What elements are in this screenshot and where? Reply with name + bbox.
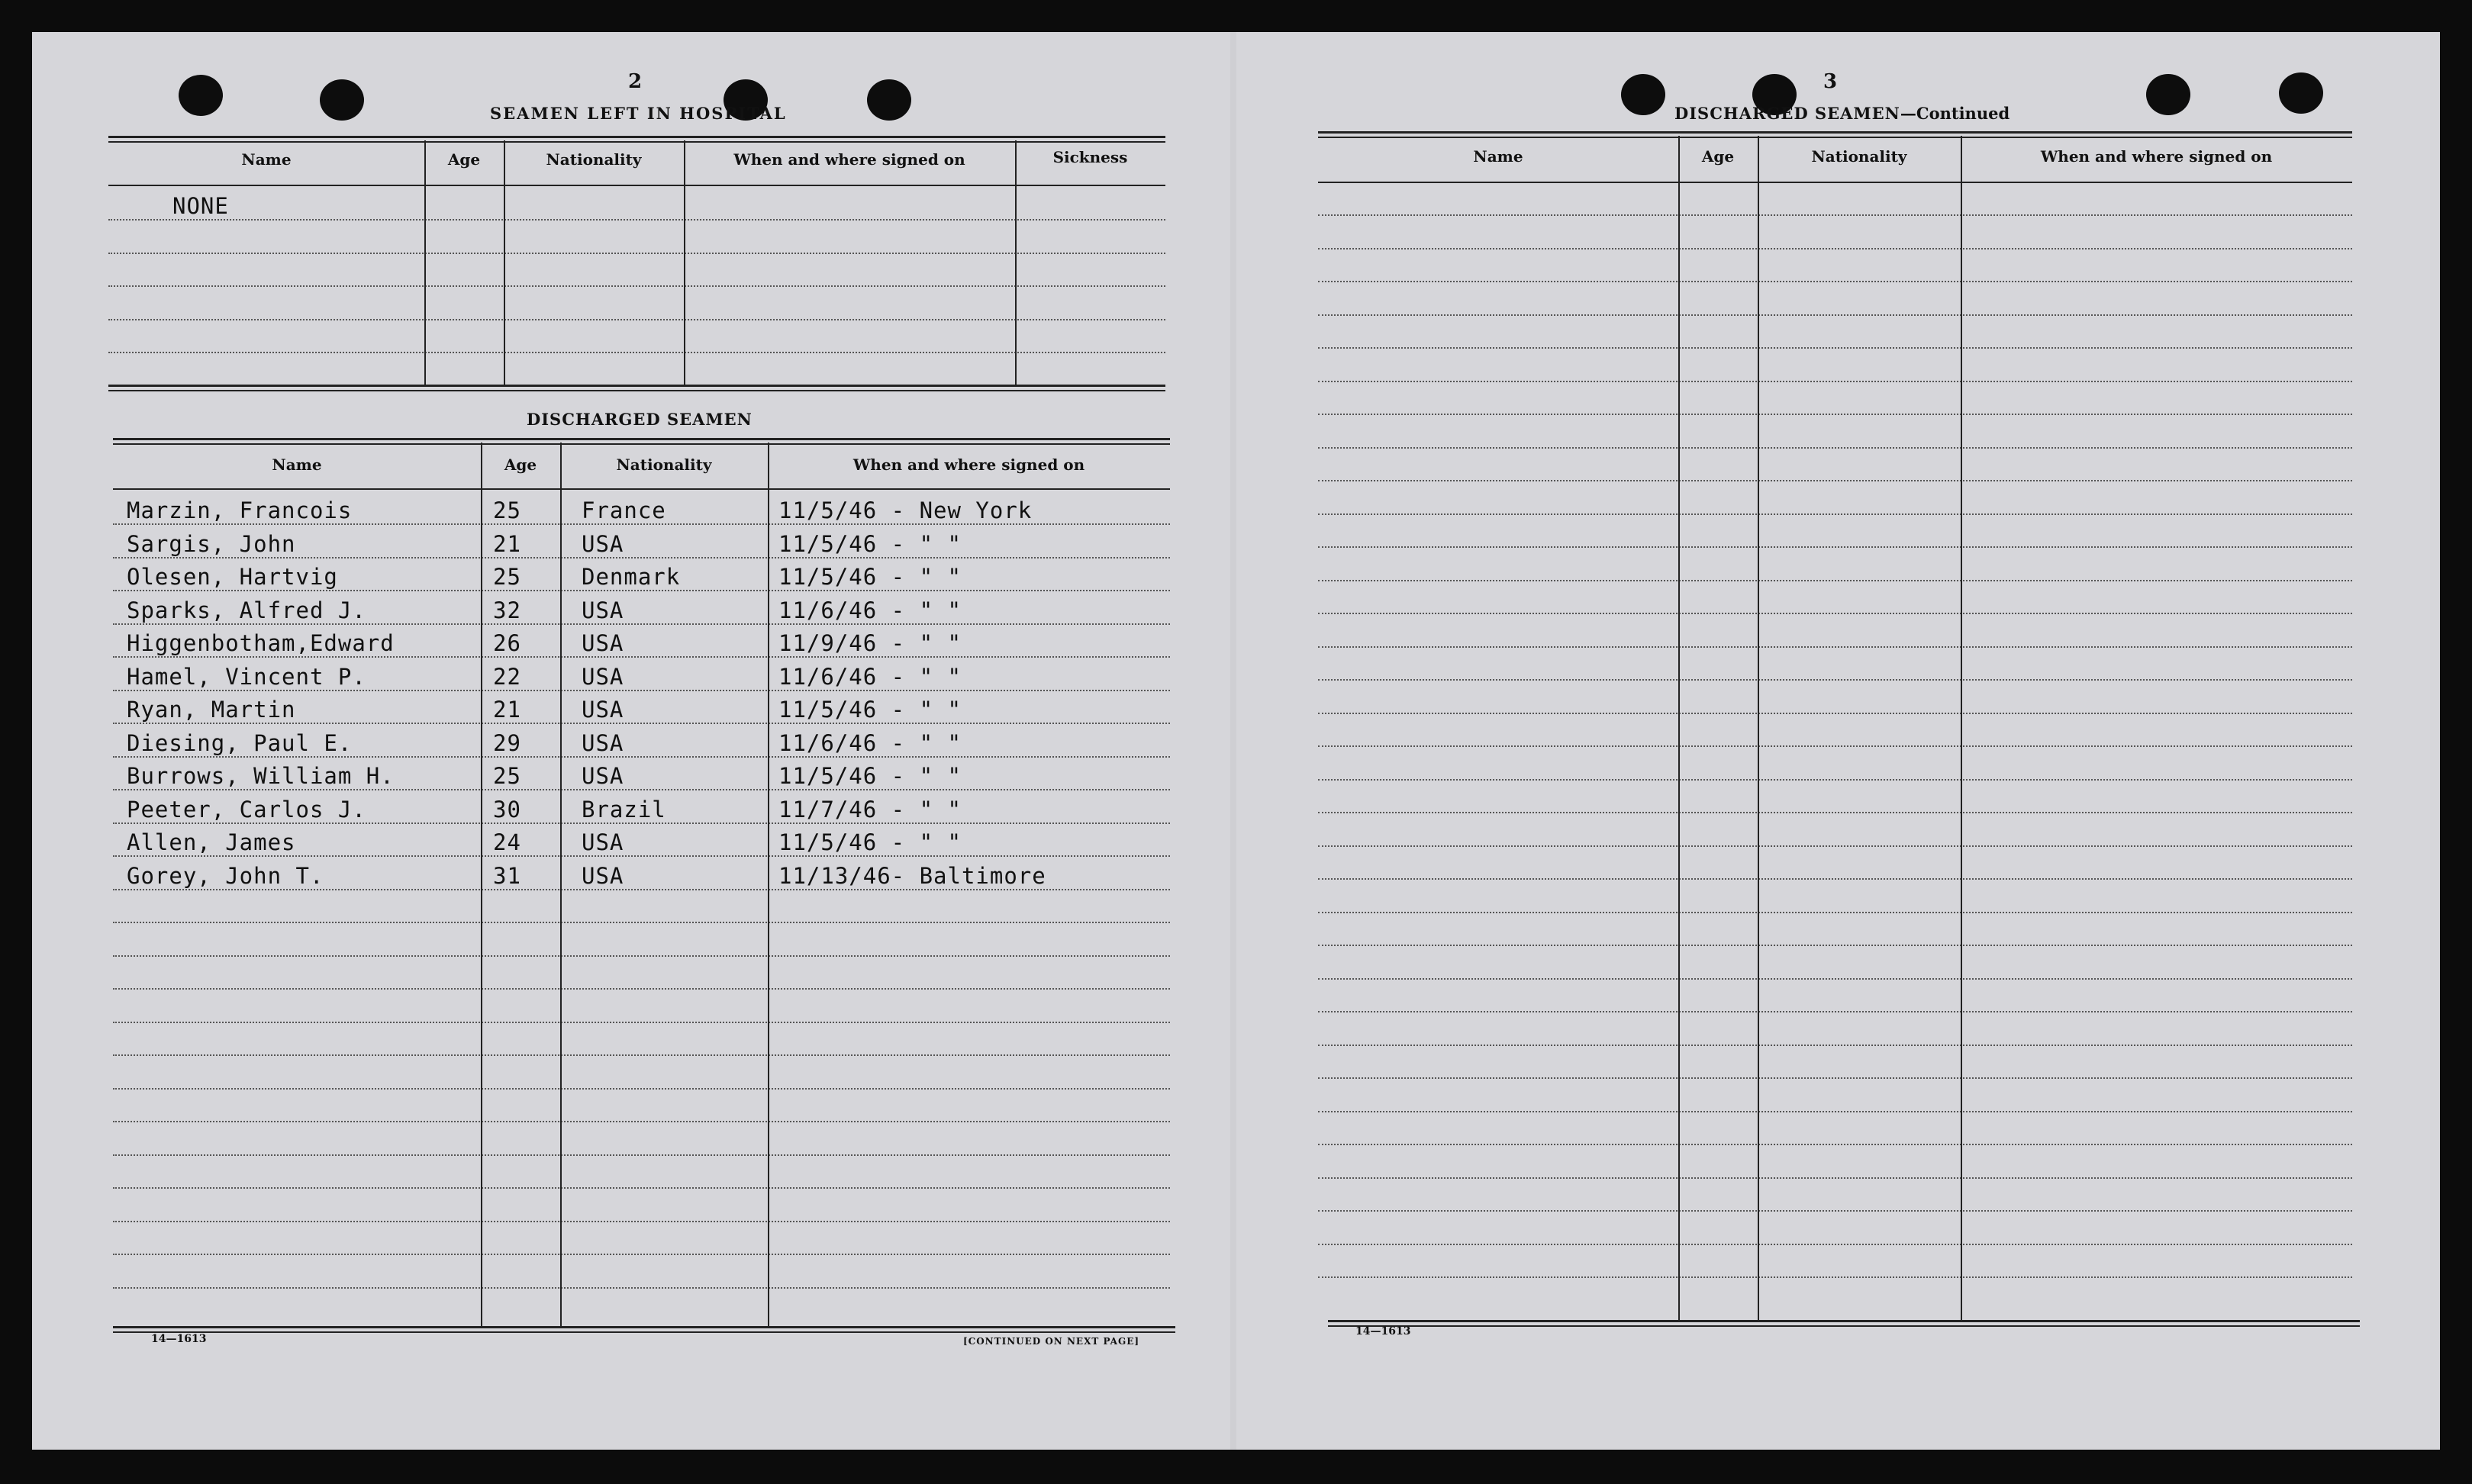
ruled-line: [1318, 580, 2352, 581]
ruled-line: [1318, 480, 2352, 481]
discharged-cell-age: 29: [493, 729, 521, 756]
form-number-right: 14—1613: [1355, 1325, 1411, 1338]
discharged-cell-signed: 11/5/46 - " ": [778, 530, 962, 557]
ruled-line: [113, 889, 1170, 890]
discharged-cell-age: 31: [493, 862, 521, 889]
right-table-top-rule: [1318, 131, 2352, 138]
ruled-line: [113, 690, 1170, 691]
ruled-line: [1318, 679, 2352, 681]
discharged-cell-name: Peeter, Carlos J.: [127, 796, 366, 822]
ruled-line: [113, 1254, 1170, 1255]
right-header-name: Name: [1473, 147, 1523, 166]
ruled-line: [1318, 779, 2352, 781]
ruled-line: [113, 789, 1170, 790]
ruled-line: [113, 822, 1170, 824]
hospital-col-divider: [424, 140, 426, 386]
right-page-title: [1674, 104, 2010, 123]
discharged-cell-age: 24: [493, 829, 521, 855]
discharged-cell-nationality: USA: [582, 829, 624, 855]
form-number-left: 14—1613: [151, 1333, 207, 1345]
discharged-cell-name: Hamel, Vincent P.: [127, 663, 366, 690]
right-header-when-where: When and where signed on: [2040, 147, 2273, 166]
ruled-line: [113, 723, 1170, 724]
ruled-line: [1318, 613, 2352, 614]
hospital-col-divider: [504, 140, 505, 386]
ruled-line: [1318, 878, 2352, 880]
right-table-bottom-rule: [1328, 1320, 2360, 1327]
discharged-section-title: DISCHARGED SEAMEN: [527, 410, 753, 429]
discharged-cell-name: Allen, James: [127, 829, 296, 855]
ruled-line: [108, 219, 1165, 221]
ruled-line: [113, 988, 1170, 990]
ruled-line: [1318, 414, 2352, 415]
discharged-cell-age: 21: [493, 530, 521, 557]
hospital-table-top-rule: [108, 136, 1165, 143]
ruled-line: [1318, 214, 2352, 216]
discharged-cell-signed: 11/5/46 - " ": [778, 564, 962, 590]
ruled-line: [108, 285, 1165, 287]
discharged-cell-signed: 11/6/46 - " ": [778, 597, 962, 623]
discharged-cell-signed: 11/9/46 - " ": [778, 630, 962, 656]
ruled-line: [1318, 745, 2352, 747]
ruled-line: [108, 253, 1165, 254]
ruled-line: [113, 1022, 1170, 1023]
discharged-cell-nationality: USA: [582, 697, 624, 723]
discharged-header-name: Name: [272, 456, 322, 474]
discharged-cell-signed: 11/6/46 - " ": [778, 663, 962, 690]
right-title-main: DISCHARGED SEAMEN: [1674, 104, 1900, 123]
hospital-header-name: Name: [241, 150, 292, 169]
ruled-line: [1318, 1210, 2352, 1212]
discharged-header-rule: [113, 488, 1170, 490]
ruled-line: [113, 1287, 1170, 1289]
discharged-cell-name: Diesing, Paul E.: [127, 729, 353, 756]
right-title-suffix: —Continued: [1900, 104, 2010, 123]
ruled-line: [1318, 447, 2352, 449]
ruled-line: [1318, 248, 2352, 249]
ruled-line: [108, 352, 1165, 353]
discharged-cell-nationality: USA: [582, 530, 624, 557]
discharged-col-divider: [768, 443, 769, 1328]
ruled-line: [1318, 1111, 2352, 1112]
punch-hole: [2279, 72, 2323, 114]
hospital-header-when-where: When and where signed on: [733, 150, 965, 169]
discharged-header-nationality: Nationality: [616, 456, 712, 474]
ruled-line: [108, 319, 1165, 320]
discharged-cell-name: Higgenbotham,Edward: [127, 630, 395, 656]
punch-hole: [867, 79, 911, 121]
ruled-line: [1318, 1011, 2352, 1012]
hospital-col-divider: [1015, 140, 1017, 386]
hospital-header-age: Age: [447, 150, 481, 169]
discharged-cell-nationality: France: [582, 497, 666, 523]
ruled-line: [1318, 1276, 2352, 1278]
discharged-cell-nationality: Brazil: [582, 796, 666, 822]
ruled-line: [1318, 812, 2352, 813]
discharged-cell-name: Burrows, William H.: [127, 763, 395, 789]
discharged-cell-name: Olesen, Hartvig: [127, 564, 338, 590]
ruled-line: [113, 855, 1170, 857]
right-col-divider: [1678, 136, 1680, 1322]
ruled-line: [1318, 978, 2352, 980]
discharged-cell-name: Ryan, Martin: [127, 697, 296, 723]
ruled-line: [1318, 945, 2352, 946]
page-number-left: 2: [628, 70, 643, 93]
hospital-table-bottom-rule: [108, 385, 1165, 391]
page-number-right: 3: [1823, 70, 1838, 93]
hospital-section-title: SEAMEN LEFT IN HOSPITAL: [490, 104, 787, 123]
discharged-cell-nationality: USA: [582, 630, 624, 656]
punch-hole: [320, 79, 364, 121]
right-col-divider: [1758, 136, 1759, 1322]
discharged-cell-nationality: USA: [582, 763, 624, 789]
ruled-line: [113, 1154, 1170, 1156]
ruled-line: [1318, 281, 2352, 282]
discharged-cell-nationality: USA: [582, 862, 624, 889]
ruled-line: [113, 1121, 1170, 1122]
punch-hole: [179, 75, 223, 116]
discharged-cell-nationality: USA: [582, 663, 624, 690]
discharged-cell-name: Sargis, John: [127, 530, 296, 557]
ruled-line: [113, 1054, 1170, 1056]
discharged-header-when-where: When and where signed on: [852, 456, 1085, 474]
ruled-line: [1318, 381, 2352, 382]
ruled-line: [113, 756, 1170, 758]
ruled-line: [113, 1088, 1170, 1090]
discharged-cell-nationality: USA: [582, 597, 624, 623]
ruled-line: [1318, 546, 2352, 548]
discharged-cell-signed: 11/6/46 - " ": [778, 729, 962, 756]
hospital-entry: NONE: [172, 193, 229, 219]
discharged-cell-signed: 11/5/46 - " ": [778, 697, 962, 723]
ruled-line: [1318, 1144, 2352, 1145]
ruled-line: [1318, 713, 2352, 714]
discharged-cell-age: 22: [493, 663, 521, 690]
ruled-line: [113, 656, 1170, 658]
ruled-line: [113, 955, 1170, 957]
discharged-cell-name: Sparks, Alfred J.: [127, 597, 366, 623]
discharged-cell-age: 25: [493, 564, 521, 590]
ruled-line: [1318, 912, 2352, 913]
right-header-rule: [1318, 182, 2352, 183]
discharged-cell-age: 26: [493, 630, 521, 656]
discharged-cell-age: 21: [493, 697, 521, 723]
right-header-nationality: Nationality: [1811, 147, 1907, 166]
discharged-table-top-rule: [113, 438, 1170, 445]
discharged-cell-name: Gorey, John T.: [127, 862, 324, 889]
discharged-cell-age: 25: [493, 763, 521, 789]
discharged-col-divider: [481, 443, 482, 1328]
ruled-line: [1318, 513, 2352, 515]
discharged-cell-age: 25: [493, 497, 521, 523]
hospital-header-nationality: Nationality: [546, 150, 642, 169]
discharged-cell-age: 30: [493, 796, 521, 822]
ruled-line: [113, 590, 1170, 591]
discharged-col-divider: [560, 443, 562, 1328]
page-fold: [1230, 32, 1236, 1450]
discharged-cell-nationality: Denmark: [582, 564, 681, 590]
ruled-line: [113, 557, 1170, 559]
ruled-line: [113, 1187, 1170, 1189]
punch-hole: [2146, 74, 2190, 115]
discharged-table-bottom-rule: [113, 1326, 1175, 1333]
hospital-col-divider: [684, 140, 685, 386]
discharged-cell-signed: 11/5/46 - " ": [778, 763, 962, 789]
discharged-cell-name: Marzin, Francois: [127, 497, 353, 523]
punch-hole: [1621, 74, 1665, 115]
ruled-line: [1318, 1177, 2352, 1179]
right-col-divider: [1961, 136, 1962, 1322]
discharged-cell-signed: 11/5/46 - " ": [778, 829, 962, 855]
discharged-cell-nationality: USA: [582, 729, 624, 756]
hospital-header-rule: [108, 185, 1165, 186]
ruled-line: [1318, 347, 2352, 349]
ruled-line: [1318, 845, 2352, 847]
discharged-cell-age: 32: [493, 597, 521, 623]
ruled-line: [113, 523, 1170, 525]
ruled-line: [1318, 1244, 2352, 1245]
ruled-line: [113, 1221, 1170, 1222]
discharged-cell-signed: 11/13/46- Baltimore: [778, 862, 1046, 889]
right-header-age: Age: [1701, 147, 1735, 166]
discharged-cell-signed: 11/7/46 - " ": [778, 796, 962, 822]
ruled-line: [1318, 1045, 2352, 1046]
hospital-header-sickness: Sickness: [1052, 148, 1128, 166]
ruled-line: [113, 623, 1170, 625]
discharged-header-age: Age: [504, 456, 537, 474]
ruled-line: [113, 922, 1170, 923]
continued-note: [CONTINUED ON NEXT PAGE]: [963, 1336, 1140, 1347]
ruled-line: [1318, 314, 2352, 316]
ruled-line: [1318, 646, 2352, 648]
discharged-cell-signed: 11/5/46 - New York: [778, 497, 1033, 523]
ruled-line: [1318, 1077, 2352, 1079]
